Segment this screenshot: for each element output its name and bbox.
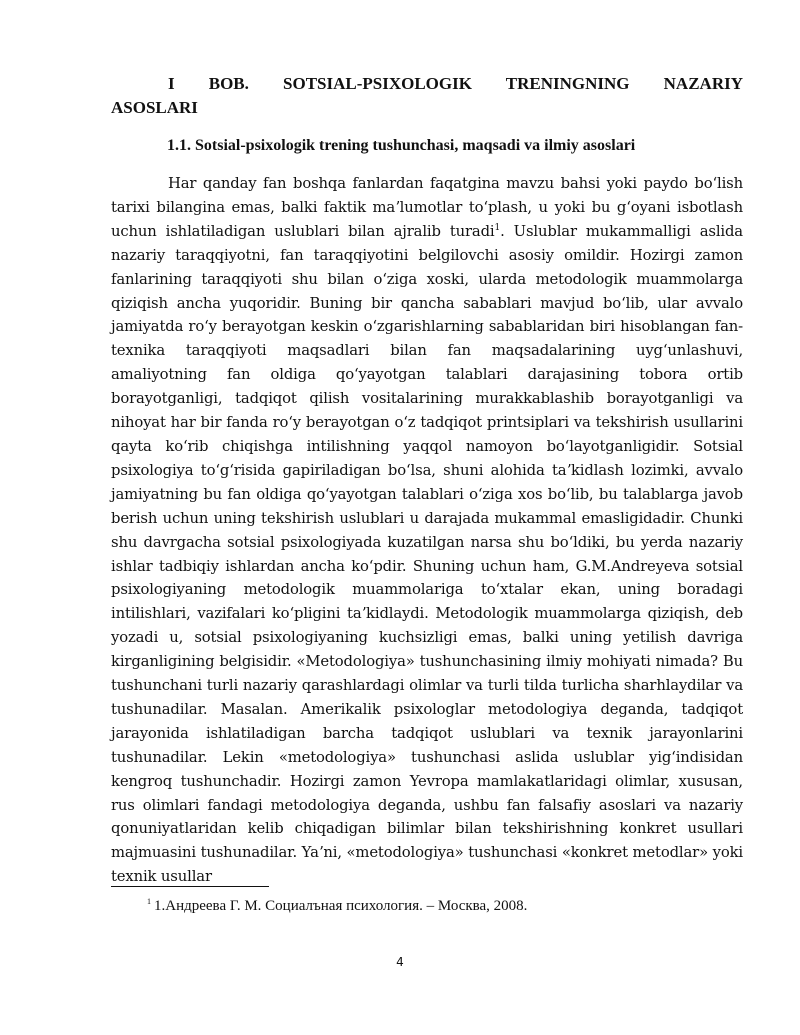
- chapter-title-line-1: I BOB. SOTSIAL-PSIXOLOGIK TRENINGNING NAZARIY: [168, 74, 743, 93]
- chapter-title-line-2: ASOSLARI: [111, 98, 198, 117]
- page-number: 4: [396, 955, 404, 969]
- footnote: [147, 896, 527, 916]
- chapter-title: [111, 72, 743, 120]
- footnote-reference[interactable]: 1: [494, 222, 501, 233]
- section-title: 1.1. Sotsial-psixologik trening tushunchasi, maqsadi va ilmiy asoslari: [167, 137, 636, 154]
- footnote-mark: 1: [147, 897, 151, 906]
- footnote-text: 1.Андреева Г. М. Социалъная психология. – Москва, 2008.: [154, 898, 528, 914]
- body-text-part-2: . Uslublar mukammalligi aslida nazariy taraqqiyotni, fan taraqqiyotini belgilovchi asosiy omildir. Hozirgi zamon fanlarining taraqqiyoti shu bilan oʻziga xoski, ularda metodologik muammolarga qiziqish ancha yuqoridir. Buning bir qancha sabablari mavjud boʻlib, ular avvalo jamiyatda roʻy berayotgan keskin oʻzgarishlarning sabablaridan biri hisoblangan fan-texnika taraqqiyoti maqsadlari bilan fan maqsadalarining uygʻunlashuvi, amaliyotning fan oldiga qoʻyayotgan talablari darajasining tobora ortib borayotganligi, tadqiqot qilish vositalarining murakkablashib borayotganligi va nihoyat har bir fanda roʻy berayotgan oʻz tadqiqot printsiplari va tekshirish usullarini qayta koʻrib chiqishga intilishning yaqqol namoyon boʻlayotganligidir. Sotsial psixologiya toʻgʻrisida gapiriladigan boʻlsa, shuni alohida taʼkidlash lozimki, avvalo jamiyatning bu fan oldiga qoʻyayotgan talablari oʻziga xos boʻlib, bu talablarga javob berish uchun uning tekshirish uslublari u darajada mukammal emasligidadir. Chunki shu davrgacha sotsial psixologiyada kuzatilgan narsa shu boʻldiki, bu yerda nazariy ishlar tadbiqiy ishlardan ancha koʻpdir. Shuning uchun ham, G.M.Andreyeva sotsial psixologiyaning metodologik muammolariga toʻxtalar ekan, uning boradagi intilishlari, vazifalari koʻpligini taʼkidlaydi. Metodologik muammolarga qiziqish, deb yozadi u, sotsial psixologiyaning kuchsizligi emas, balki uning yetilish davriga kirganligining belgisidir. «Metodologiya» tushunchasining ilmiy mohiyati nimada? Bu tushunchani turli nazariy qarashlardagi olimlar va turli tilda turlicha sharhlaydilar va tushunadilar. Masalan. Amerikalik psixologlar metodologiya deganda, tadqiqot jarayonida ishlatiladigan barcha tadqiqot uslublari va texnik jarayonlarini tushunadilar. Lekin «metodologiya» tushunchasi aslida uslublar yigʻindisidan kengroq tushunchadir. Hozirgi zamon Yevropa mamlakatlaridagi olimlar, xususan, rus olimlari fandagi metodologiya deganda, ushbu fan falsafiy asoslari va nazariy qonuniyatlaridan kelib chiqadigan bilimlar bilan tekshirishning konkret usullari majmuasini tushunadilar. Yaʼni, «metodologiya» tushunchasi «konkret metodlar» yoki texnik usullar: [111, 222, 743, 886]
- body-text-part-1: Har qanday fan boshqa fanlardan faqatgina mavzu bahsi yoki paydo boʻlish tarixi bilangina emas, balki faktik maʼlumotlar toʻplash, u yoki bu gʻoyani isbotlash uchun ishlatiladigan uslublari bilan ajralib turadi: [111, 175, 743, 240]
- body-paragraph: [111, 172, 743, 889]
- footnote-separator: [111, 886, 269, 887]
